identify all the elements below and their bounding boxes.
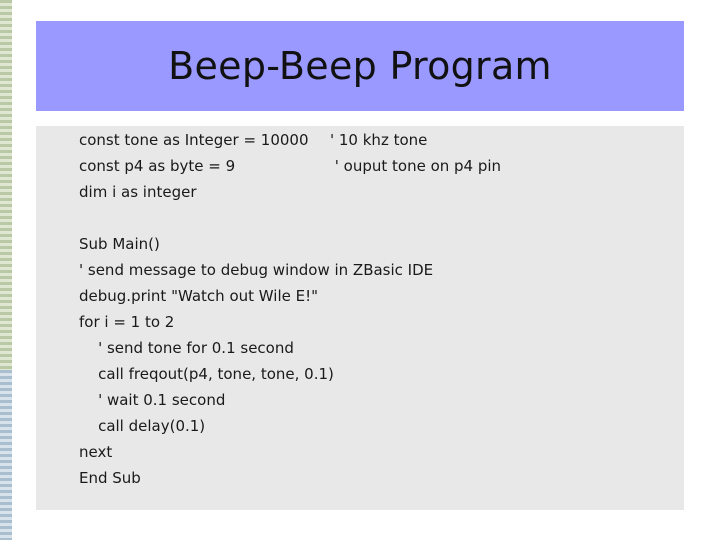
code-line-debug-print: debug.print "Watch out Wile E!" (79, 287, 319, 305)
code-line-declaration-2: const p4 as byte = 9 (79, 157, 236, 175)
code-panel (36, 126, 684, 510)
comment-declaration-2: ' ouput tone on p4 pin (330, 157, 502, 175)
code-line-freqout: call freqout(p4, tone, tone, 0.1) (79, 365, 334, 383)
code-line-declaration-3: dim i as integer (79, 183, 197, 201)
comment-declaration-1: ' 10 khz tone (330, 131, 428, 149)
code-line-delay: call delay(0.1) (79, 417, 206, 435)
code-line-end-sub: End Sub (79, 469, 141, 487)
code-line-comment-wait: ' wait 0.1 second (79, 391, 226, 409)
code-line-comment-debug: ' send message to debug window in ZBasic IDE (79, 261, 434, 279)
code-line-next: next (79, 443, 113, 461)
decorative-side-stripe (0, 0, 12, 540)
code-line-sub-main: Sub Main() (79, 235, 160, 253)
code-line-for-loop: for i = 1 to 2 (79, 313, 175, 331)
code-line-declaration-1: const tone as Integer = 10000 (79, 131, 309, 149)
code-line-comment-send-tone: ' send tone for 0.1 second (79, 339, 294, 357)
title-bar (36, 21, 684, 111)
slide-title: Beep-Beep Program (168, 44, 552, 88)
